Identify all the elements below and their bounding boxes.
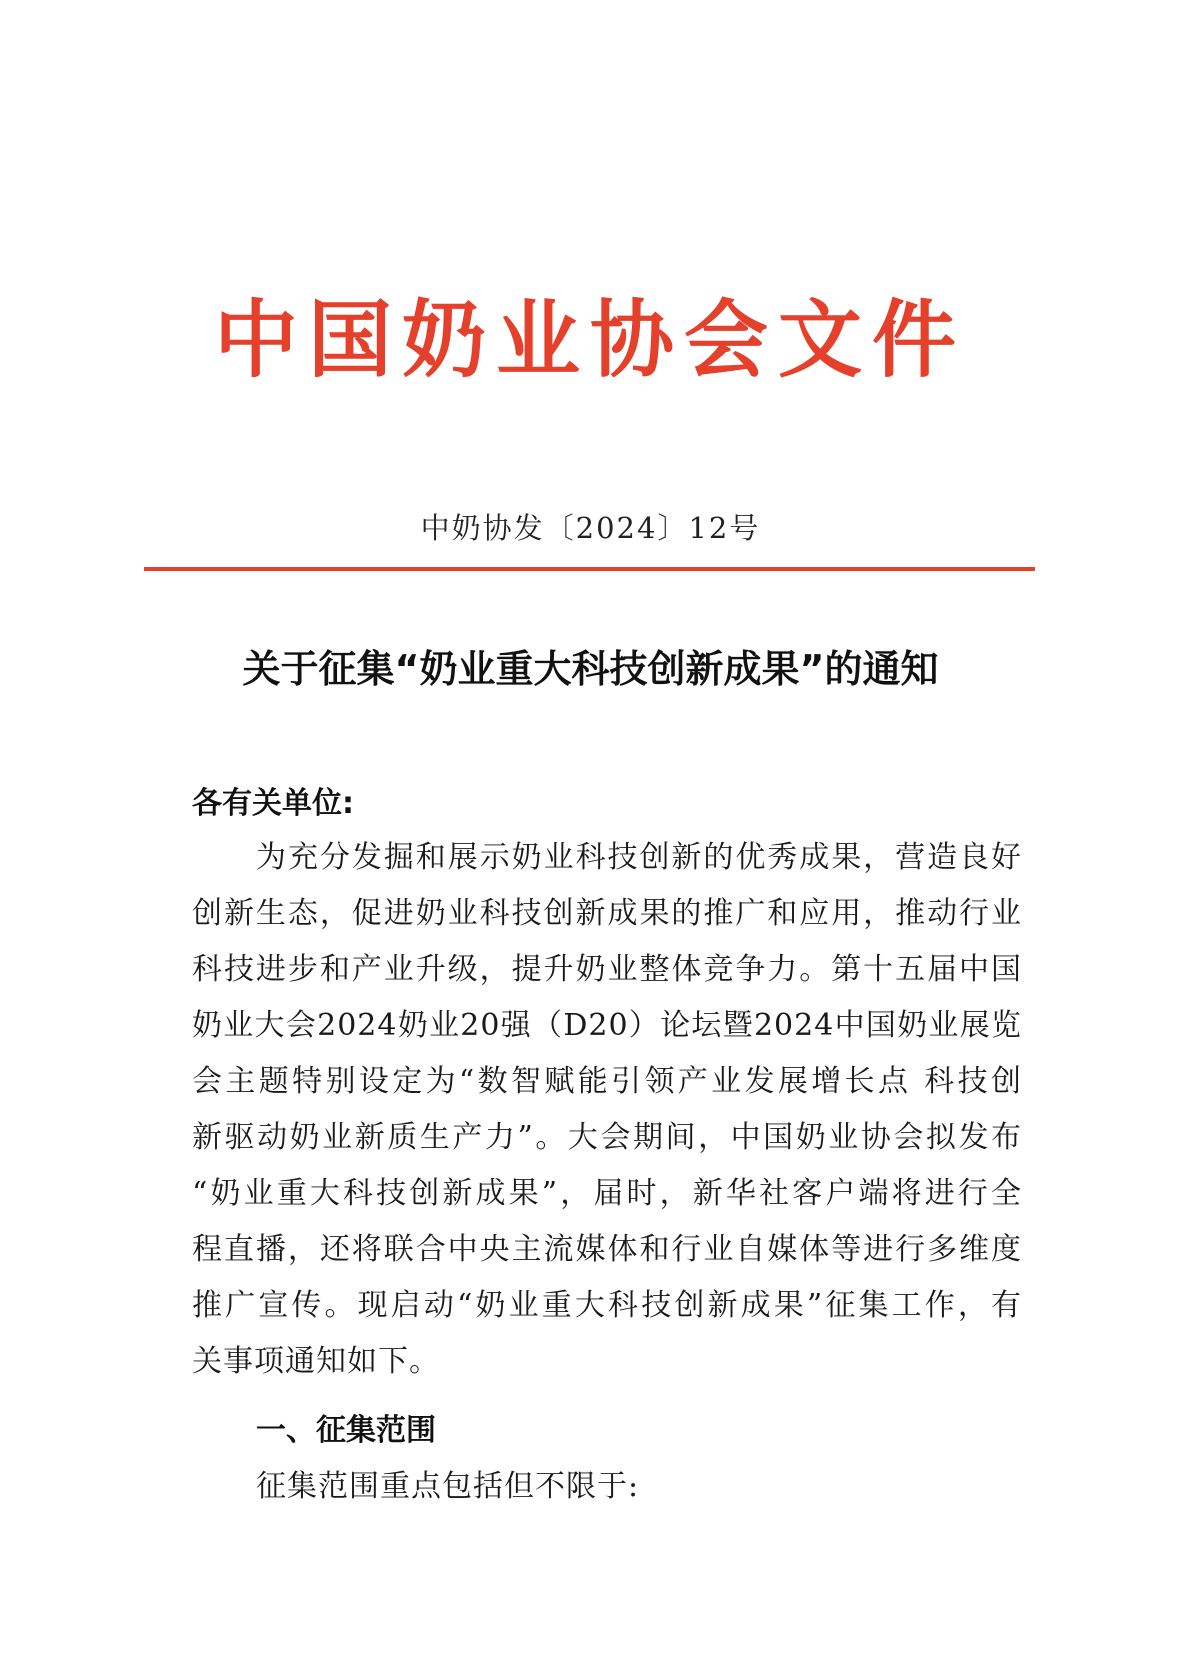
- paragraph-line: 创新生态，促进奶业科技创新成果的推广和应用，推动行业: [192, 896, 1022, 931]
- salutation: 各有关单位:: [192, 786, 354, 821]
- section-body-text: 征集范围重点包括但不限于:: [256, 1469, 640, 1504]
- document-number: 中奶协发〔2024〕12号: [420, 511, 761, 545]
- paragraph-line: 为充分发掘和展示奶业科技创新的优秀成果，营造良好: [256, 840, 1022, 875]
- notice-paragraph: [192, 830, 1022, 1390]
- org-document-header: 中国奶业协会文件: [213, 291, 966, 389]
- paragraph-line: 奶业大会2024奶业20强（D20）论坛暨2024中国奶业展览: [192, 1008, 1022, 1043]
- paragraph-line: 新驱动奶业新质生产力”。大会期间，中国奶业协会拟发布: [192, 1120, 1022, 1155]
- section-heading: 一、征集范围: [256, 1413, 436, 1448]
- paragraph-line: 科技进步和产业升级，提升奶业整体竞争力。第十五届中国: [192, 952, 1022, 987]
- notice-title: 关于征集“奶业重大科技创新成果”的通知: [242, 647, 939, 691]
- red-divider-line: [144, 567, 1035, 571]
- paragraph-line: 推广宣传。现启动“奶业重大科技创新成果”征集工作，有: [192, 1288, 1022, 1323]
- paragraph-line: 程直播，还将联合中央主流媒体和行业自媒体等进行多维度: [192, 1232, 1022, 1267]
- paragraph-line: 会主题特别设定为“数智赋能引领产业发展增长点 科技创: [192, 1064, 1022, 1099]
- paragraph-line: 关事项通知如下。: [192, 1344, 440, 1379]
- paragraph-line: “奶业重大科技创新成果”，届时，新华社客户端将进行全: [192, 1176, 1022, 1211]
